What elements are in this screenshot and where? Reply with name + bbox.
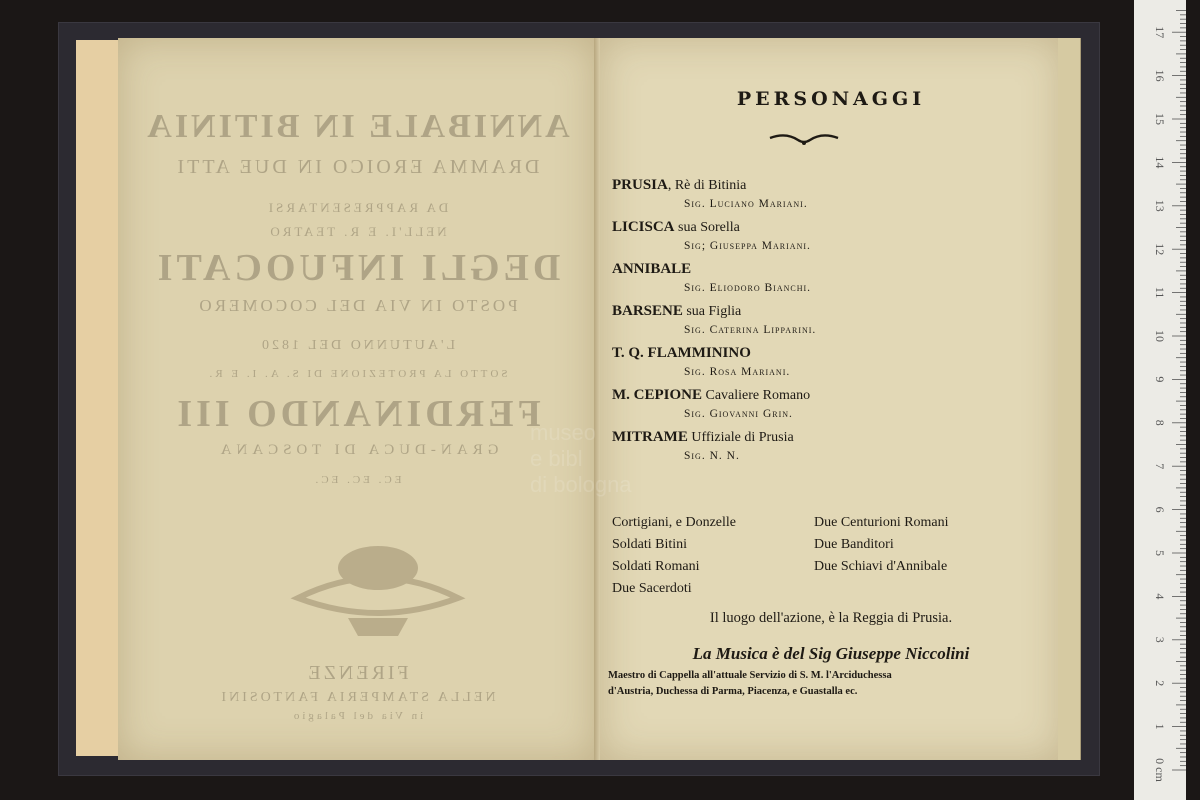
role-name: ANNIBALE xyxy=(612,261,692,277)
role-desc: , Rè di Bitinia xyxy=(667,178,747,193)
ruler-number: 10 xyxy=(1153,330,1167,342)
bleed-line: GRAN-DUCA DI TOSCANA xyxy=(215,442,499,458)
ruler-number: 9 xyxy=(1153,376,1167,383)
bleed-line: FERDINANDO III xyxy=(173,393,541,435)
singer-name: Sig. Giovanni Grin. xyxy=(684,408,793,420)
singer-name: Sig. N. N. xyxy=(684,450,740,462)
role-line xyxy=(612,175,1042,196)
ruler-number: 7 xyxy=(1153,463,1167,470)
cast-entry xyxy=(612,343,1042,380)
cast-entry xyxy=(612,385,1042,422)
singer-name: Sig; Giuseppa Mariani. xyxy=(684,240,811,252)
role-name: BARSENE xyxy=(612,303,683,319)
ruler-number: 6 xyxy=(1153,506,1167,513)
maestro-line: Maestro di Cappella all'attuale Servizio di S. M. l'Arciduchessa xyxy=(608,670,892,681)
role-name: LICISCA xyxy=(612,219,675,235)
measuring-ruler xyxy=(1134,0,1186,800)
ruler-number: 2 xyxy=(1153,680,1167,687)
extras-item: Cortigiani, e Donzelle xyxy=(612,515,737,530)
watermark-line: e bibl xyxy=(530,446,583,471)
extras-column-left xyxy=(612,512,736,600)
page-title: PERSONAGGI xyxy=(736,88,926,110)
role-line xyxy=(612,427,1042,448)
ruler-number: 13 xyxy=(1153,199,1167,212)
extras-item: Soldati Bitini xyxy=(612,537,688,552)
role-line xyxy=(612,343,1042,364)
cast-entry xyxy=(612,301,1042,338)
role-name: T. Q. FLAMMININO xyxy=(612,345,751,361)
role-name: M. CEPIONE xyxy=(612,387,702,403)
extras-item: Due Schiavi d'Annibale xyxy=(814,559,948,574)
role-desc: sua Sorella xyxy=(674,220,740,235)
singer-name: Sig. Eliodoro Bianchi. xyxy=(684,282,812,294)
bleed-line: L'AUTUNNO DEL 1820 xyxy=(259,338,455,353)
ruler-number: 17 xyxy=(1153,26,1167,39)
bleed-line: NELL'I. E R. TEATRO xyxy=(267,224,447,239)
cast-entry xyxy=(612,259,1042,296)
emblem-icon xyxy=(288,528,468,638)
extras-item: Due Centurioni Romani xyxy=(814,515,949,530)
ornament-icon xyxy=(768,128,840,150)
bleed-line: DRAMMA EROICO IN DUE ATTI xyxy=(174,156,540,178)
bleed-line: DA RAPPRESENTARSI xyxy=(265,200,449,215)
bleed-line: EC. EC. EC. xyxy=(312,474,402,486)
role-desc: Uffiziale di Prusia xyxy=(687,430,794,445)
bleed-line: DEGLI INFUOCATI xyxy=(153,247,561,289)
cast-list xyxy=(612,170,1042,464)
ruler-number: 16 xyxy=(1153,69,1167,82)
ruler-number: 5 xyxy=(1153,550,1167,556)
role-line xyxy=(612,301,1042,322)
ruler-number: 12 xyxy=(1153,243,1167,256)
bleed-line: FIRENZE xyxy=(305,662,409,684)
setting-line: Il luogo dell'azione, è la Reggia di Prusia. xyxy=(709,610,953,626)
music-credit: La Musica è del Sig Giuseppe Niccolini xyxy=(692,644,970,663)
ruler-number: 4 xyxy=(1153,593,1167,600)
maestro-line: d'Austria, Duchessa di Parma, Piacenza, e Guastalla ec. xyxy=(608,686,858,697)
role-line xyxy=(612,217,1042,238)
singer-name: Sig. Rosa Mariani. xyxy=(684,366,791,378)
cast-entry xyxy=(612,175,1042,212)
singer-name: Sig. Luciano Mariani. xyxy=(684,198,808,210)
ruler-number: 1 xyxy=(1153,723,1167,730)
ruler-number: 0 cm xyxy=(1153,758,1167,782)
bleed-line: NELLA STAMPERIA FANTOSINI xyxy=(218,690,496,705)
cast-entry xyxy=(612,217,1042,254)
role-name: MITRAME xyxy=(612,429,688,445)
cast-entry xyxy=(612,427,1042,464)
ruler-number: 15 xyxy=(1153,113,1167,125)
ruler-number: 11 xyxy=(1153,286,1167,299)
watermark-line: di bologna xyxy=(530,472,632,497)
singer-name: Sig. Caterina Lipparini. xyxy=(684,324,817,336)
ruler-scale xyxy=(1134,0,1186,800)
maestro-credit xyxy=(608,668,1008,700)
role-desc: Cavaliere Romano xyxy=(702,388,811,403)
bleed-line: POSTO IN VIA DEL COCOMERO xyxy=(196,296,518,315)
watermark-line: museo xyxy=(530,420,597,445)
ruler-number: 8 xyxy=(1153,419,1167,426)
left-page xyxy=(118,38,596,760)
bleed-line: SOTTO LA PROTEZIONE DI S. A. I. E R. xyxy=(206,368,508,380)
bleed-line: ANNIBALE IN BITINIA xyxy=(144,108,570,145)
extras-item: Due Banditori xyxy=(814,537,894,552)
role-line xyxy=(612,259,1042,280)
extras-item: Soldati Romani xyxy=(612,559,700,574)
ruler-number: 14 xyxy=(1153,156,1167,169)
bleed-line: in Via del Palagio xyxy=(290,710,424,722)
role-desc: sua Figlia xyxy=(682,304,742,319)
role-name: PRUSIA xyxy=(612,177,668,193)
bleed-through-text xyxy=(118,38,596,760)
extras-column-right xyxy=(814,512,949,578)
ruler-number: 3 xyxy=(1153,636,1167,643)
extras-item: Due Sacerdoti xyxy=(612,581,692,596)
role-line xyxy=(612,385,1042,406)
